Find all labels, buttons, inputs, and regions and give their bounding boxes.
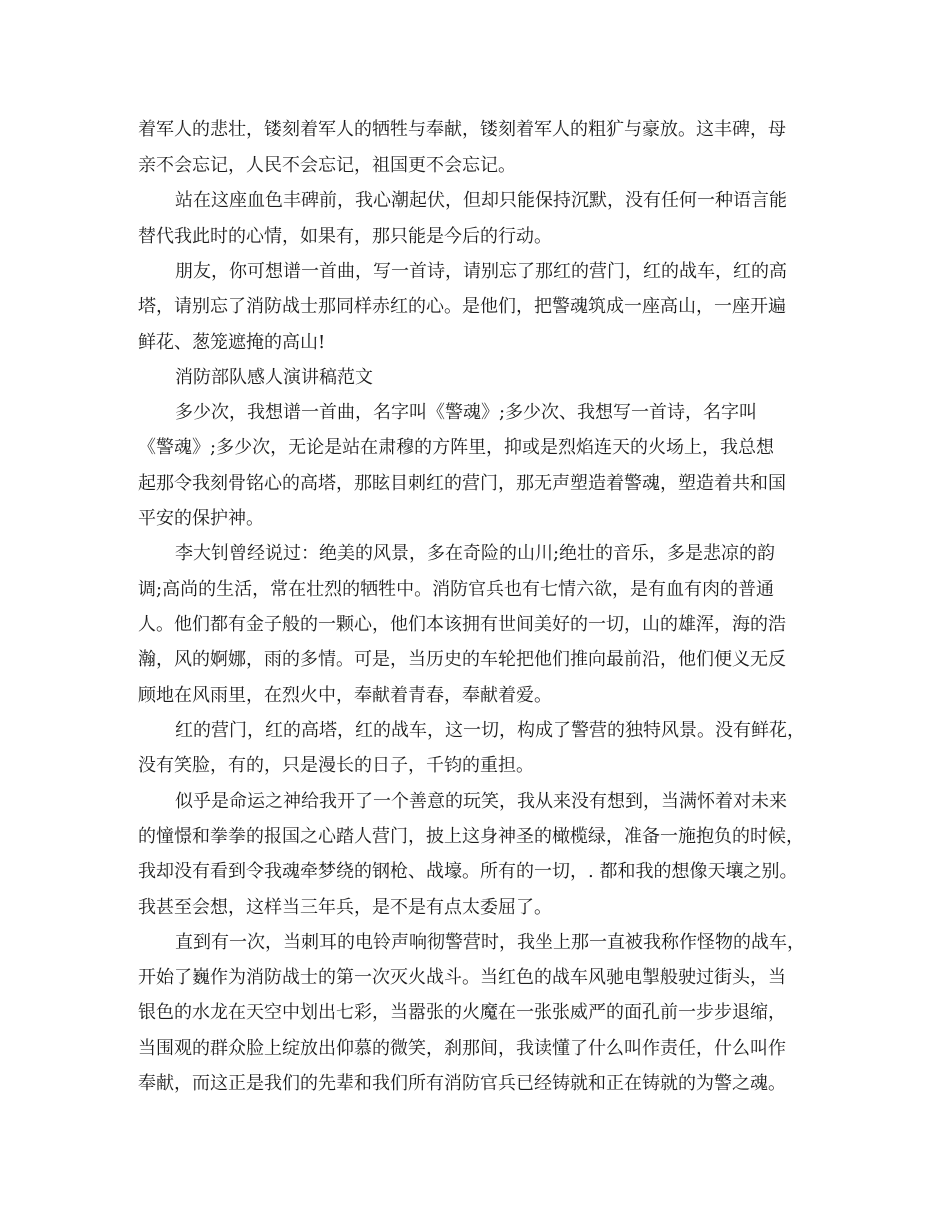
text-line: 我甚至会想，这样当三年兵，是不是有点太委屈了。 <box>138 897 552 918</box>
text-line: 当围观的群众脸上绽放出仰慕的微笑，刹那间，我读懂了什么叫作责任，什么叫作 <box>138 1038 786 1059</box>
text-line: 朋友，你可想谱一首曲，写一首诗，请别忘了那红的营门，红的战车，红的高 <box>175 261 787 282</box>
text-line: 瀚，风的婀娜，雨的多情。可是，当历史的车轮把他们推向最前沿，他们便义无反 <box>138 649 786 670</box>
text-line: 着军人的悲壮，镂刻着军人的牺牲与奉献，镂刻着军人的粗犷与豪放。这丰碑，母 <box>138 119 786 140</box>
section-heading: 消防部队感人演讲稿范文 <box>175 367 373 388</box>
text-line: 没有笑脸，有的，只是漫长的日子，千钧的重担。 <box>138 755 534 776</box>
text-line: 调;高尚的生活，常在壮烈的牺牲中。消防官兵也有七情六欲，是有血有肉的普通 <box>138 579 775 600</box>
text-line: 平安的保护神。 <box>138 508 264 529</box>
text-line: 塔，请别忘了消防战士那同样赤红的心。是他们，把警魂筑成一座高山，一座开遍 <box>138 296 786 317</box>
text-line: 的憧憬和拳拳的报国之心踏人营门，披上这身神圣的橄榄绿，准备一施抱负的时候， <box>138 826 804 847</box>
text-line: 替代我此时的心情，如果有，那只能是今后的行动。 <box>138 226 552 247</box>
text-line: 顾地在风雨里，在烈火中，奉献着青春，奉献着爱。 <box>138 685 552 706</box>
text-line: 直到有一次，当刺耳的电铃声响彻警营时，我坐上那一直被我称作怪物的战车， <box>175 932 805 953</box>
text-line: 红的营门，红的高塔，红的战车，这一切，构成了警营的独特风景。没有鲜花， <box>175 720 805 741</box>
text-line: 似乎是命运之神给我开了一个善意的玩笑，我从来没有想到，当满怀着对未来 <box>175 791 787 812</box>
text-line: 多少次，我想谱一首曲，名字叫《警魂》;多少次、我想写一首诗，名字叫 <box>175 402 758 423</box>
text-line: 鲜花、葱笼遮掩的高山! <box>138 332 326 353</box>
text-line: 站在这座血色丰碑前，我心潮起伏，但却只能保持沉默，没有任何一种语言能 <box>175 190 787 211</box>
text-line: 起那令我刻骨铭心的高塔，那眩目刺红的营门，那无声塑造着警魂，塑造着共和国 <box>138 473 786 494</box>
text-line: 我却没有看到令我魂牵梦绕的钢枪、战壕。所有的一切，. 都和我的想像天壤之别。 <box>138 861 798 882</box>
text-line: 亲不会忘记，人民不会忘记，祖国更不会忘记。 <box>138 155 516 176</box>
text-line: 奉献，而这正是我们的先辈和我们所有消防官兵已经铸就和正在铸就的为警之魂。 <box>138 1073 786 1094</box>
text-line: 银色的水龙在天空中划出七彩，当嚣张的火魔在一张张威严的面孔前一步步退缩， <box>138 1002 786 1023</box>
text-line: 人。他们都有金子般的一颗心，他们本该拥有世间美好的一切，山的雄浑，海的浩 <box>138 614 786 635</box>
text-line: 李大钊曾经说过：绝美的风景，多在奇险的山川;绝壮的音乐，多是悲凉的韵 <box>175 543 776 564</box>
text-line: 开始了巍作为消防战士的第一次灭火战斗。当红色的战车风驰电掣般驶过街头，当 <box>138 967 786 988</box>
text-line: 《警魂》;多少次，无论是站在肃穆的方阵里，抑或是烈焰连天的火场上，我总想 <box>138 437 775 458</box>
